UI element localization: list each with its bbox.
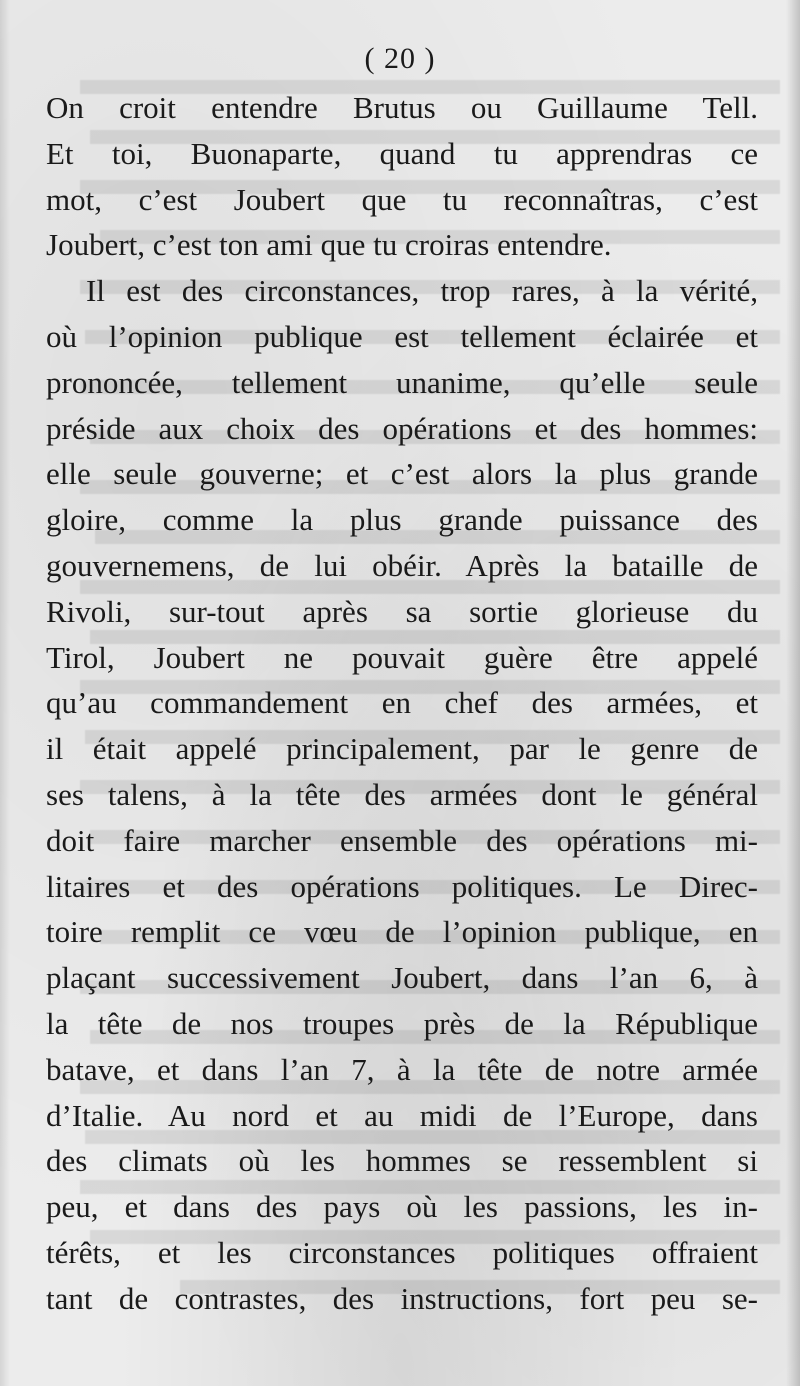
page-number: ( 20 ): [364, 42, 436, 75]
page-text: [46, 85, 758, 1322]
page-right-edge: [786, 0, 800, 1386]
text-line: Tirol, Joubert ne pouvait guère être appelé: [46, 639, 758, 675]
text-line: Et toi, Buonaparte, quand tu apprendras ce: [46, 135, 758, 171]
page-left-edge: [0, 0, 10, 1386]
text-line: batave, et dans l’an 7, à la tête de notre armée: [46, 1051, 758, 1087]
text-line: toire remplit ce vœu de l’opinion publique, en: [46, 914, 758, 950]
text-line: doit faire marcher ensemble des opérations mi-: [46, 822, 758, 858]
text-line: Rivoli, sur-tout après sa sortie glorieuse du: [46, 593, 758, 629]
text-line: qu’au commandement en chef des armées, et: [46, 685, 758, 721]
text-line: Il est des circonstances, trop rares, à la vérité,: [86, 273, 758, 309]
text-line: térêts, et les circonstances politiques offraient: [46, 1234, 758, 1270]
text-line: où l’opinion publique est tellement éclairée et: [46, 318, 758, 354]
text-line: il était appelé principalement, par le genre de: [46, 731, 758, 767]
text-line: litaires et des opérations politiques. Le Direc-: [46, 868, 758, 904]
text-line: la tête de nos troupes près de la République: [46, 1005, 758, 1041]
text-line: mot, c’est Joubert que tu reconnaîtras, c’est: [46, 181, 758, 217]
text-line: tant de contrastes, des instructions, fort peu se-: [46, 1280, 758, 1316]
text-line: peu, et dans des pays où les passions, les in-: [46, 1189, 758, 1225]
text-line: On croit entendre Brutus ou Guillaume Tell.: [46, 90, 758, 125]
text-line: elle seule gouverne; et c’est alors la plus grande: [46, 456, 758, 492]
text-line: ses talens, à la tête des armées dont le général: [46, 776, 758, 812]
text-line: plaçant successivement Joubert, dans l’an 6, à: [46, 960, 758, 996]
text-line: gloire, comme la plus grande puissance des: [46, 502, 758, 538]
text-line: Joubert, c’est ton ami que tu croiras entendre.: [46, 227, 612, 263]
text-line: d’Italie. Au nord et au midi de l’Europe, dans: [46, 1097, 758, 1133]
text-line: prononcée, tellement unanime, qu’elle seule: [46, 364, 758, 400]
text-line: des climats où les hommes se ressemblent si: [46, 1143, 758, 1179]
text-line: préside aux choix des opérations et des hommes:: [46, 410, 758, 446]
text-line: gouvernemens, de lui obéir. Après la bataille de: [46, 547, 758, 583]
